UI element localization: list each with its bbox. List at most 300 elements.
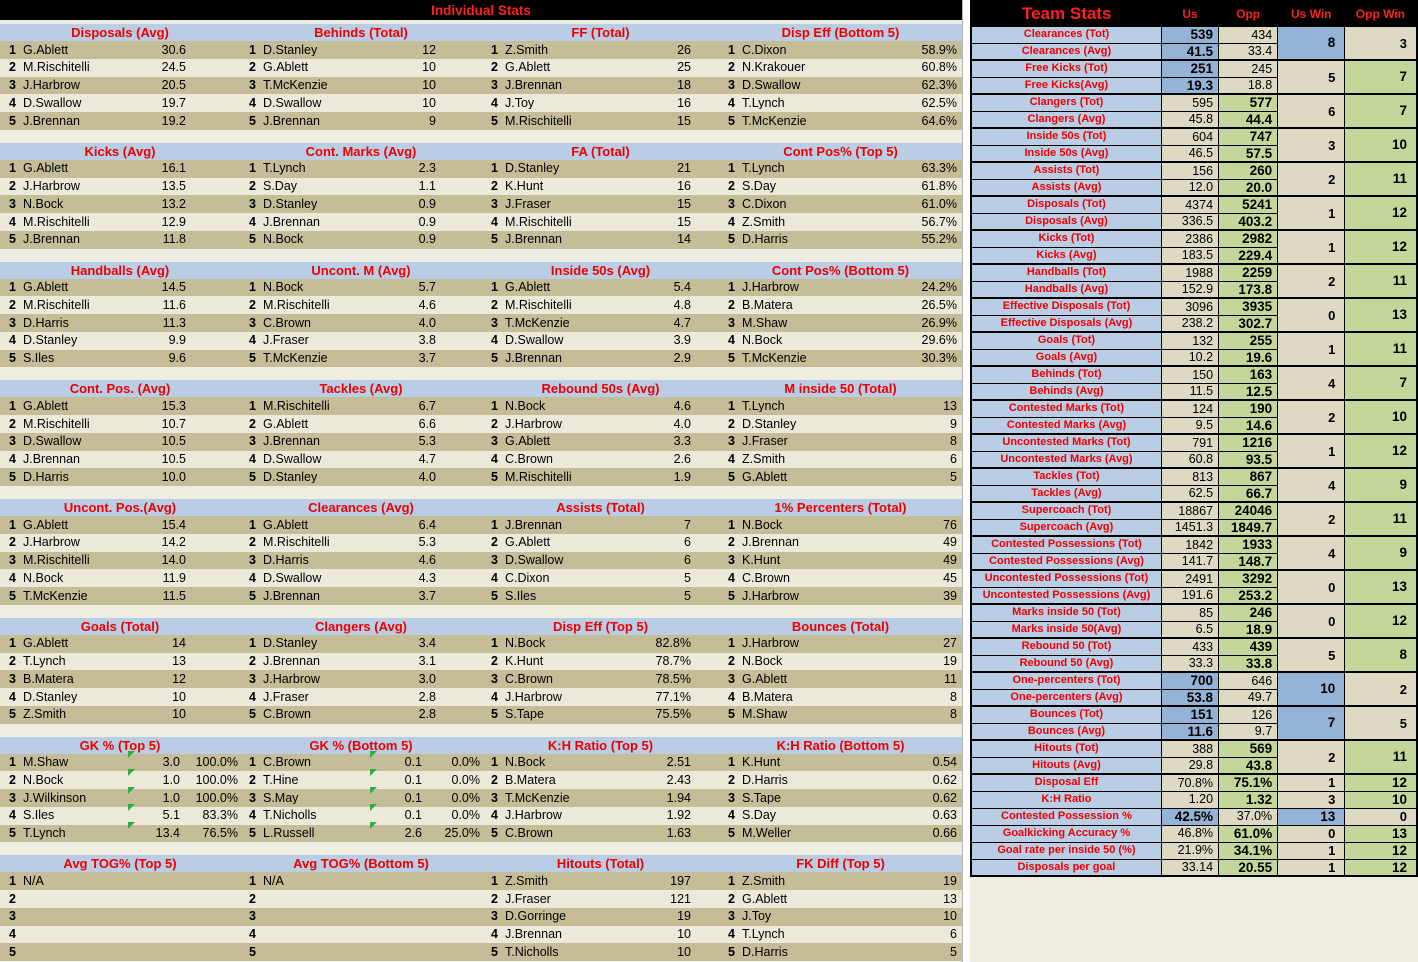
team-stat-label-cell[interactable]: Goals (Avg) bbox=[971, 349, 1161, 366]
rank-cell[interactable]: 2 bbox=[728, 60, 735, 75]
player-name-cell[interactable]: T.Lynch bbox=[742, 399, 785, 413]
rank-cell[interactable]: 2 bbox=[491, 772, 498, 787]
team-stat-label-cell[interactable]: Effective Disposals (Avg) bbox=[971, 315, 1161, 332]
opp-win-count-cell[interactable]: 7 bbox=[1345, 94, 1417, 128]
rank-cell[interactable]: 1 bbox=[491, 873, 498, 888]
team-stat-label-cell[interactable]: Free Kicks (Tot) bbox=[971, 60, 1161, 77]
stat-value-cell[interactable]: 24.5 bbox=[161, 60, 186, 75]
player-name-cell[interactable]: M.Rischitelli bbox=[263, 536, 330, 549]
stat-value-cell[interactable]: 10 bbox=[422, 95, 436, 110]
us-value-cell[interactable]: 124 bbox=[1161, 400, 1218, 417]
team-stat-label-cell[interactable]: Supercoach (Avg) bbox=[971, 519, 1161, 536]
stat-value-cell[interactable]: 18 bbox=[677, 78, 691, 93]
player-name-cell[interactable]: N.Bock bbox=[505, 399, 546, 413]
us-win-count-cell[interactable]: 4 bbox=[1278, 536, 1345, 570]
player-name-cell[interactable]: J.Brennan bbox=[742, 536, 799, 549]
stat-value-cell[interactable]: 3.4 bbox=[418, 636, 436, 651]
stat-value-cell[interactable]: 6.4 bbox=[418, 517, 436, 532]
rank-cell[interactable]: 2 bbox=[728, 891, 735, 906]
us-win-count-cell[interactable]: 5 bbox=[1278, 638, 1345, 672]
us-value-cell[interactable]: 539 bbox=[1161, 26, 1218, 43]
rank-cell[interactable]: 1 bbox=[249, 755, 256, 770]
us-win-count-cell[interactable]: 4 bbox=[1278, 366, 1345, 400]
team-stat-label-cell[interactable]: Clangers (Avg) bbox=[971, 111, 1161, 128]
rank-cell[interactable]: 1 bbox=[728, 755, 735, 770]
rank-cell[interactable]: 2 bbox=[491, 654, 498, 669]
player-name-cell[interactable]: J.Harbrow bbox=[505, 417, 562, 431]
stat-value-cell[interactable]: 15 bbox=[677, 196, 691, 211]
player-name-cell[interactable]: S.Tape bbox=[742, 791, 781, 805]
stat-value-cell[interactable]: 121 bbox=[670, 891, 691, 906]
stat-value-cell[interactable]: 10 bbox=[172, 707, 186, 722]
stat-value-cell[interactable]: 3.8 bbox=[418, 333, 436, 348]
rank-cell[interactable]: 5 bbox=[249, 707, 256, 722]
rank-cell[interactable]: 1 bbox=[9, 42, 16, 57]
opp-value-cell[interactable]: 747 bbox=[1219, 128, 1278, 145]
rank-cell[interactable]: 1 bbox=[249, 517, 256, 532]
us-value-cell[interactable]: 150 bbox=[1161, 366, 1218, 383]
us-value-cell[interactable]: 191.6 bbox=[1161, 587, 1218, 604]
rank-cell[interactable]: 4 bbox=[249, 689, 256, 704]
stat-value-cell[interactable]: 26 bbox=[677, 42, 691, 57]
rank-cell[interactable]: 5 bbox=[491, 351, 498, 366]
team-stat-label-cell[interactable]: Rebound 50 (Tot) bbox=[971, 638, 1161, 655]
opp-value-cell[interactable]: 1.32 bbox=[1219, 791, 1278, 808]
rank-cell[interactable]: 5 bbox=[249, 469, 256, 484]
stat-value-cell[interactable]: 19 bbox=[677, 909, 691, 924]
rank-cell[interactable]: 2 bbox=[728, 654, 735, 669]
team-stat-label-cell[interactable]: Clearances (Tot) bbox=[971, 26, 1161, 43]
team-stat-label-cell[interactable]: Hitouts (Tot) bbox=[971, 740, 1161, 757]
rank-cell[interactable]: 2 bbox=[249, 891, 256, 906]
us-win-count-cell[interactable]: 2 bbox=[1278, 162, 1345, 196]
us-value-cell[interactable]: 141.7 bbox=[1161, 553, 1218, 570]
stat-value-cell[interactable]: 5 bbox=[684, 570, 691, 585]
player-name-cell[interactable]: J.Fraser bbox=[505, 197, 551, 211]
player-name-cell[interactable]: D.Harris bbox=[742, 233, 788, 246]
opp-win-count-cell[interactable]: 11 bbox=[1345, 502, 1417, 536]
stat-value-cell[interactable]: 19.7 bbox=[161, 95, 186, 110]
team-stat-label-cell[interactable]: Effective Disposals (Tot) bbox=[971, 298, 1161, 315]
column-header-us-win[interactable]: Us Win bbox=[1278, 1, 1345, 26]
player-name-cell[interactable]: D.Stanley bbox=[263, 637, 318, 650]
stat-value-cell[interactable]: 10.5 bbox=[161, 452, 186, 467]
us-win-count-cell[interactable]: 5 bbox=[1278, 60, 1345, 94]
stat-value-cell[interactable]: 6 bbox=[684, 535, 691, 550]
table-title-cell[interactable]: FA (Total) bbox=[571, 143, 630, 159]
us-value-cell[interactable]: 1451.3 bbox=[1161, 519, 1218, 536]
stat-value-cell[interactable]: 6.6 bbox=[418, 416, 436, 431]
column-header-us[interactable]: Us bbox=[1161, 1, 1218, 26]
player-name-cell[interactable]: C.Dixon bbox=[742, 197, 787, 211]
stat-value-cell[interactable]: 15.3 bbox=[161, 398, 186, 413]
stat-value-cell[interactable]: 3.0 bbox=[418, 671, 436, 686]
rank-cell[interactable]: 1 bbox=[728, 517, 735, 532]
stat-value-cell[interactable]: 56.7% bbox=[921, 214, 957, 229]
player-name-cell[interactable]: T.Nicholls bbox=[505, 945, 559, 959]
stat-value-cell[interactable]: 27 bbox=[943, 636, 957, 651]
rank-cell[interactable]: 1 bbox=[9, 280, 16, 295]
team-stat-label-cell[interactable]: Contested Possessions (Avg) bbox=[971, 553, 1161, 570]
stat-value-cell[interactable]: 82.8% bbox=[655, 636, 691, 651]
team-stat-label-cell[interactable]: Hitouts (Avg) bbox=[971, 757, 1161, 774]
rank-cell[interactable]: 4 bbox=[9, 214, 16, 229]
player-name-cell[interactable]: M.Shaw bbox=[23, 756, 69, 769]
player-name-cell[interactable]: S.Iles bbox=[23, 809, 55, 822]
table-title-cell[interactable]: Cont. Marks (Avg) bbox=[305, 143, 417, 159]
opp-win-count-cell[interactable]: 10 bbox=[1345, 791, 1417, 808]
rank-cell[interactable]: 4 bbox=[491, 808, 498, 823]
player-name-cell[interactable]: C.Brown bbox=[505, 827, 553, 840]
player-name-cell[interactable]: S.May bbox=[263, 791, 299, 805]
player-name-cell[interactable]: J.Brennan bbox=[263, 435, 320, 448]
rank-cell[interactable]: 5 bbox=[728, 469, 735, 484]
table-title-cell[interactable]: Behinds (Total) bbox=[314, 25, 408, 40]
player-name-cell[interactable]: G.Ablett bbox=[263, 417, 309, 431]
rank-cell[interactable]: 1 bbox=[491, 755, 498, 770]
team-stat-label-cell[interactable]: Uncontested Marks (Tot) bbox=[971, 434, 1161, 451]
rank-cell[interactable]: 1 bbox=[491, 636, 498, 651]
us-value-cell[interactable]: 70.8% bbox=[1161, 774, 1218, 791]
team-stat-label-cell[interactable]: Bounces (Tot) bbox=[971, 706, 1161, 723]
stat-value-cell[interactable]: 29.6% bbox=[921, 333, 957, 348]
table-title-cell[interactable]: FK Diff (Top 5) bbox=[796, 856, 885, 872]
player-name-cell[interactable]: D.Stanley bbox=[263, 197, 318, 211]
rank-cell[interactable]: 5 bbox=[249, 232, 256, 247]
stat-value-cell[interactable]: 5 bbox=[950, 944, 957, 959]
team-stat-label-cell[interactable]: Inside 50s (Tot) bbox=[971, 128, 1161, 145]
team-stat-label-cell[interactable]: Disposals (Tot) bbox=[971, 196, 1161, 213]
rank-cell[interactable]: 3 bbox=[728, 671, 735, 686]
rank-cell[interactable]: 5 bbox=[728, 232, 735, 247]
rank-cell[interactable]: 1 bbox=[9, 755, 16, 770]
us-value-cell[interactable]: 238.2 bbox=[1161, 315, 1218, 332]
rank-cell[interactable]: 5 bbox=[491, 588, 498, 603]
stat-value-cell[interactable]: 15 bbox=[677, 214, 691, 229]
team-stat-label-cell[interactable]: Disposal Eff bbox=[971, 774, 1161, 791]
player-name-cell[interactable]: M.Rischitelli bbox=[23, 215, 90, 229]
opp-value-cell[interactable]: 173.8 bbox=[1219, 281, 1278, 298]
us-win-count-cell[interactable]: 1 bbox=[1278, 774, 1345, 791]
team-stat-label-cell[interactable]: Kicks (Avg) bbox=[971, 247, 1161, 264]
rank-cell[interactable]: 2 bbox=[491, 297, 498, 312]
stat-value-cell[interactable]: 39 bbox=[943, 588, 957, 603]
stat-value-cell[interactable]: 11 bbox=[944, 671, 957, 686]
us-value-cell[interactable]: 152.9 bbox=[1161, 281, 1218, 298]
stat-value-cell[interactable]: 9.9 bbox=[168, 333, 186, 348]
stat-value-cell[interactable]: 4.0 bbox=[418, 469, 436, 484]
opp-win-count-cell[interactable]: 10 bbox=[1345, 128, 1417, 162]
player-name-cell[interactable]: D.Harris bbox=[23, 470, 69, 484]
rank-cell[interactable]: 5 bbox=[728, 588, 735, 603]
opp-value-cell[interactable]: 18.9 bbox=[1219, 621, 1278, 638]
player-name-cell[interactable]: S.Iles bbox=[505, 589, 537, 603]
rank-cell[interactable]: 3 bbox=[728, 790, 735, 805]
opp-win-count-cell[interactable]: 11 bbox=[1345, 162, 1417, 196]
stat-value-cell[interactable]: 12.9 bbox=[161, 214, 186, 229]
team-stat-label-cell[interactable]: Assists (Tot) bbox=[971, 162, 1161, 179]
team-stat-label-cell[interactable]: Bounces (Avg) bbox=[971, 723, 1161, 740]
opp-win-count-cell[interactable]: 5 bbox=[1345, 706, 1417, 740]
us-value-cell[interactable]: 60.8 bbox=[1161, 451, 1218, 468]
table-title-cell[interactable]: Tackles (Avg) bbox=[319, 381, 403, 397]
team-stat-label-cell[interactable]: Disposals per goal bbox=[971, 859, 1161, 876]
rank-cell[interactable]: 5 bbox=[728, 826, 735, 841]
opp-value-cell[interactable]: 1933 bbox=[1219, 536, 1278, 553]
opp-win-count-cell[interactable]: 12 bbox=[1345, 604, 1417, 638]
opp-value-cell[interactable]: 33.4 bbox=[1219, 43, 1278, 60]
stat-value-cell[interactable]: 3.7 bbox=[418, 351, 436, 366]
rank-cell[interactable]: 2 bbox=[249, 535, 256, 550]
us-value-cell[interactable]: 4374 bbox=[1161, 196, 1218, 213]
rank-cell[interactable]: 4 bbox=[728, 927, 735, 942]
rank-cell[interactable]: 1 bbox=[491, 517, 498, 532]
player-name-cell[interactable]: N.Krakouer bbox=[742, 61, 806, 74]
rank-cell[interactable]: 4 bbox=[249, 214, 256, 229]
opp-value-cell[interactable]: 66.7 bbox=[1219, 485, 1278, 502]
rank-cell[interactable]: 2 bbox=[249, 297, 256, 312]
table-title-cell[interactable]: Disposals (Avg) bbox=[71, 25, 169, 40]
rank-cell[interactable]: 5 bbox=[249, 351, 256, 366]
rank-cell[interactable]: 3 bbox=[9, 909, 16, 924]
rank-cell[interactable]: 4 bbox=[491, 452, 498, 467]
player-name-cell[interactable]: T.McKenzie bbox=[742, 352, 807, 365]
player-name-cell[interactable]: M.Rischitelli bbox=[23, 554, 90, 567]
team-stat-label-cell[interactable]: Handballs (Avg) bbox=[971, 281, 1161, 298]
us-value-cell[interactable]: 3096 bbox=[1161, 298, 1218, 315]
player-name-cell[interactable]: T.McKenzie bbox=[263, 79, 328, 92]
rank-cell[interactable]: 4 bbox=[249, 333, 256, 348]
stat-value-cell[interactable]: 4.3 bbox=[418, 570, 436, 585]
opp-win-count-cell[interactable]: 11 bbox=[1345, 332, 1417, 366]
table-title-cell[interactable]: Inside 50s (Avg) bbox=[550, 262, 651, 278]
stat-value-cell[interactable]: 15 bbox=[677, 113, 691, 128]
rank-cell[interactable]: 1 bbox=[9, 873, 16, 888]
player-name-cell[interactable]: G.Ablett bbox=[263, 61, 309, 74]
player-name-cell[interactable]: J.Toy bbox=[742, 910, 772, 923]
rank-cell[interactable]: 2 bbox=[491, 179, 498, 194]
opp-value-cell[interactable]: 20.0 bbox=[1219, 179, 1278, 196]
opp-win-count-cell[interactable]: 12 bbox=[1345, 842, 1417, 859]
stat-value-cell[interactable]: 2.9 bbox=[673, 351, 691, 366]
player-name-cell[interactable]: J.Harbrow bbox=[23, 180, 80, 193]
stat-value-cell[interactable]: 0.62 bbox=[932, 772, 957, 787]
rank-cell[interactable]: 4 bbox=[491, 689, 498, 704]
stat-value-cell[interactable]: 5.3 bbox=[418, 434, 436, 449]
player-name-cell[interactable]: M.Rischitelli bbox=[505, 470, 572, 484]
rank-cell[interactable]: 5 bbox=[491, 944, 498, 959]
rank-cell[interactable]: 1 bbox=[728, 161, 735, 176]
rank-cell[interactable]: 5 bbox=[249, 113, 256, 128]
team-stat-label-cell[interactable]: Behinds (Tot) bbox=[971, 366, 1161, 383]
stat-value-cell[interactable]: 78.7% bbox=[655, 654, 691, 669]
us-win-count-cell[interactable]: 13 bbox=[1278, 808, 1345, 825]
opp-value-cell[interactable]: 403.2 bbox=[1219, 213, 1278, 230]
team-stat-label-cell[interactable]: Free Kicks(Avg) bbox=[971, 77, 1161, 94]
player-name-cell[interactable]: G.Ablett bbox=[505, 281, 551, 294]
player-name-cell[interactable]: D.Swallow bbox=[505, 554, 564, 567]
table-title-cell[interactable]: GK % (Top 5) bbox=[79, 737, 161, 753]
stat-value-cell[interactable]: 1.92 bbox=[666, 808, 691, 823]
team-stat-label-cell[interactable]: Handballs (Tot) bbox=[971, 264, 1161, 281]
player-name-cell[interactable]: G.Ablett bbox=[742, 470, 788, 484]
player-name-cell[interactable]: G.Ablett bbox=[23, 162, 69, 175]
player-name-cell[interactable]: Z.Smith bbox=[505, 874, 549, 888]
rank-cell[interactable]: 1 bbox=[491, 42, 498, 57]
stat-value-cell[interactable]: 24.2% bbox=[921, 280, 957, 295]
rank-cell[interactable]: 4 bbox=[249, 95, 256, 110]
table-title-cell[interactable]: Cont. Pos. (Avg) bbox=[69, 381, 171, 397]
rank-cell[interactable]: 5 bbox=[491, 707, 498, 722]
us-value-cell[interactable]: 18867 bbox=[1161, 502, 1218, 519]
opp-value-cell[interactable]: 3292 bbox=[1219, 570, 1278, 587]
stat-value-cell[interactable]: 19.2 bbox=[161, 113, 186, 128]
player-name-cell[interactable]: J.Wilkinson bbox=[23, 791, 87, 805]
us-win-count-cell[interactable]: 1 bbox=[1278, 332, 1345, 366]
rank-cell[interactable]: 3 bbox=[728, 196, 735, 211]
rank-cell[interactable]: 2 bbox=[9, 60, 16, 75]
rank-cell[interactable]: 5 bbox=[249, 588, 256, 603]
team-stat-label-cell[interactable]: Uncontested Possessions (Tot) bbox=[971, 570, 1161, 587]
player-name-cell[interactable]: J.Toy bbox=[505, 96, 535, 110]
player-name-cell[interactable]: J.Fraser bbox=[742, 435, 788, 448]
stat-value-cell[interactable]: 21 bbox=[677, 161, 691, 176]
stat-value-cell[interactable]: 15.4 bbox=[161, 517, 186, 532]
rank-cell[interactable]: 3 bbox=[9, 196, 16, 211]
opp-value-cell[interactable]: 93.5 bbox=[1219, 451, 1278, 468]
player-name-cell[interactable]: G.Ablett bbox=[742, 892, 788, 906]
team-stat-label-cell[interactable]: Goal rate per inside 50 (%) bbox=[971, 842, 1161, 859]
player-name-cell[interactable]: T.Lynch bbox=[742, 162, 785, 175]
rank-cell[interactable]: 4 bbox=[249, 570, 256, 585]
us-value-cell[interactable]: 183.5 bbox=[1161, 247, 1218, 264]
stat-value-cell[interactable]: 6 bbox=[950, 452, 957, 467]
opp-win-count-cell[interactable]: 7 bbox=[1345, 366, 1417, 400]
opp-value-cell[interactable]: 163 bbox=[1219, 366, 1278, 383]
us-value-cell[interactable]: 33.14 bbox=[1161, 859, 1218, 876]
player-name-cell[interactable]: M.Shaw bbox=[742, 708, 788, 721]
player-name-cell[interactable]: J.Harbrow bbox=[23, 536, 80, 549]
player-name-cell[interactable]: D.Harris bbox=[23, 316, 69, 330]
stat-value-cell[interactable]: 76 bbox=[943, 517, 957, 532]
stat-value-cell[interactable]: 12 bbox=[422, 42, 436, 57]
us-win-count-cell[interactable]: 4 bbox=[1278, 468, 1345, 502]
player-name-cell[interactable]: N.Bock bbox=[263, 233, 304, 246]
player-name-cell[interactable]: Z.Smith bbox=[742, 874, 786, 888]
opp-win-count-cell[interactable]: 12 bbox=[1345, 774, 1417, 791]
rank-cell[interactable]: 3 bbox=[728, 315, 735, 330]
rank-cell[interactable]: 2 bbox=[249, 179, 256, 194]
rank-cell[interactable]: 3 bbox=[491, 196, 498, 211]
stat-value-cell[interactable]: 0.54 bbox=[932, 755, 957, 770]
stat-value-cell[interactable]: 16 bbox=[677, 179, 691, 194]
us-win-count-cell[interactable]: 0 bbox=[1278, 825, 1345, 842]
opp-win-count-cell[interactable]: 9 bbox=[1345, 468, 1417, 502]
rank-cell[interactable]: 4 bbox=[9, 452, 16, 467]
stat-value-cell[interactable]: 9 bbox=[429, 113, 436, 128]
rank-cell[interactable]: 4 bbox=[9, 689, 16, 704]
stat-value-cell[interactable]: 2.8 bbox=[418, 707, 436, 722]
gk-avg-value-cell[interactable]: 1.0 bbox=[132, 774, 180, 787]
gk-percent-value-cell[interactable]: 83.3% bbox=[202, 808, 238, 823]
panel-split-bar[interactable] bbox=[962, 0, 970, 962]
stat-value-cell[interactable]: 1.63 bbox=[666, 826, 691, 841]
us-value-cell[interactable]: 251 bbox=[1161, 60, 1218, 77]
rank-cell[interactable]: 4 bbox=[9, 333, 16, 348]
us-value-cell[interactable]: 2491 bbox=[1161, 570, 1218, 587]
rank-cell[interactable]: 3 bbox=[249, 196, 256, 211]
rank-cell[interactable]: 4 bbox=[491, 570, 498, 585]
player-name-cell[interactable]: S.Day bbox=[263, 180, 298, 193]
rank-cell[interactable]: 5 bbox=[728, 707, 735, 722]
player-name-cell[interactable]: G.Ablett bbox=[23, 637, 69, 650]
rank-cell[interactable]: 4 bbox=[491, 214, 498, 229]
rank-cell[interactable]: 3 bbox=[491, 434, 498, 449]
table-title-cell[interactable]: K:H Ratio (Bottom 5) bbox=[776, 737, 905, 753]
us-value-cell[interactable]: 10.2 bbox=[1161, 349, 1218, 366]
team-stat-label-cell[interactable]: Clangers (Tot) bbox=[971, 94, 1161, 111]
rank-cell[interactable]: 4 bbox=[491, 95, 498, 110]
us-value-cell[interactable]: 62.5 bbox=[1161, 485, 1218, 502]
rank-cell[interactable]: 5 bbox=[491, 113, 498, 128]
player-name-cell[interactable]: D.Stanley bbox=[263, 43, 318, 57]
player-name-cell[interactable]: M.Rischitelli bbox=[505, 114, 572, 128]
team-stat-label-cell[interactable]: Assists (Avg) bbox=[971, 179, 1161, 196]
player-name-cell[interactable]: C.Brown bbox=[263, 708, 311, 721]
stat-value-cell[interactable]: 10.7 bbox=[161, 416, 186, 431]
opp-value-cell[interactable]: 24046 bbox=[1219, 502, 1278, 519]
stat-value-cell[interactable]: 5.4 bbox=[673, 280, 691, 295]
rank-cell[interactable]: 2 bbox=[9, 179, 16, 194]
table-title-cell[interactable]: Rebound 50s (Avg) bbox=[541, 381, 660, 397]
rank-cell[interactable]: 5 bbox=[728, 351, 735, 366]
player-name-cell[interactable]: D.Stanley bbox=[742, 417, 797, 431]
rank-cell[interactable]: 4 bbox=[9, 808, 16, 823]
team-stat-label-cell[interactable]: Rebound 50 (Avg) bbox=[971, 655, 1161, 672]
player-name-cell[interactable]: G.Ablett bbox=[505, 61, 551, 74]
team-stat-label-cell[interactable]: Goals (Tot) bbox=[971, 332, 1161, 349]
player-name-cell[interactable]: N.Bock bbox=[742, 518, 783, 532]
table-title-cell[interactable]: Clangers (Avg) bbox=[315, 618, 407, 634]
player-name-cell[interactable]: G.Ablett bbox=[263, 518, 309, 532]
column-header-opp[interactable]: Opp bbox=[1219, 1, 1278, 26]
team-stat-label-cell[interactable]: Uncontested Possessions (Avg) bbox=[971, 587, 1161, 604]
player-name-cell[interactable]: K.Hunt bbox=[742, 756, 781, 769]
player-name-cell[interactable]: J.Brennan bbox=[263, 215, 320, 229]
player-name-cell[interactable]: D.Swallow bbox=[742, 79, 801, 92]
team-stat-label-cell[interactable]: Tackles (Tot) bbox=[971, 468, 1161, 485]
stat-value-cell[interactable]: 11.6 bbox=[162, 297, 186, 312]
us-win-count-cell[interactable]: 1 bbox=[1278, 859, 1345, 876]
stat-value-cell[interactable]: 3.7 bbox=[418, 588, 436, 603]
us-win-count-cell[interactable]: 2 bbox=[1278, 264, 1345, 298]
rank-cell[interactable]: 5 bbox=[9, 351, 16, 366]
us-value-cell[interactable]: 336.5 bbox=[1161, 213, 1218, 230]
rank-cell[interactable]: 3 bbox=[728, 434, 735, 449]
player-name-cell[interactable]: J.Brennan bbox=[505, 518, 562, 532]
rank-cell[interactable]: 5 bbox=[249, 826, 256, 841]
us-value-cell[interactable]: 595 bbox=[1161, 94, 1218, 111]
rank-cell[interactable]: 2 bbox=[249, 60, 256, 75]
gk-avg-value-cell[interactable]: 0.1 bbox=[374, 774, 422, 787]
us-value-cell[interactable]: 388 bbox=[1161, 740, 1218, 757]
stat-value-cell[interactable]: 10.5 bbox=[161, 434, 186, 449]
stat-value-cell[interactable]: 8 bbox=[950, 689, 957, 704]
us-value-cell[interactable]: 11.6 bbox=[1161, 723, 1218, 740]
player-name-cell[interactable]: C.Brown bbox=[263, 316, 311, 330]
us-win-count-cell[interactable]: 0 bbox=[1278, 604, 1345, 638]
rank-cell[interactable]: 4 bbox=[491, 927, 498, 942]
